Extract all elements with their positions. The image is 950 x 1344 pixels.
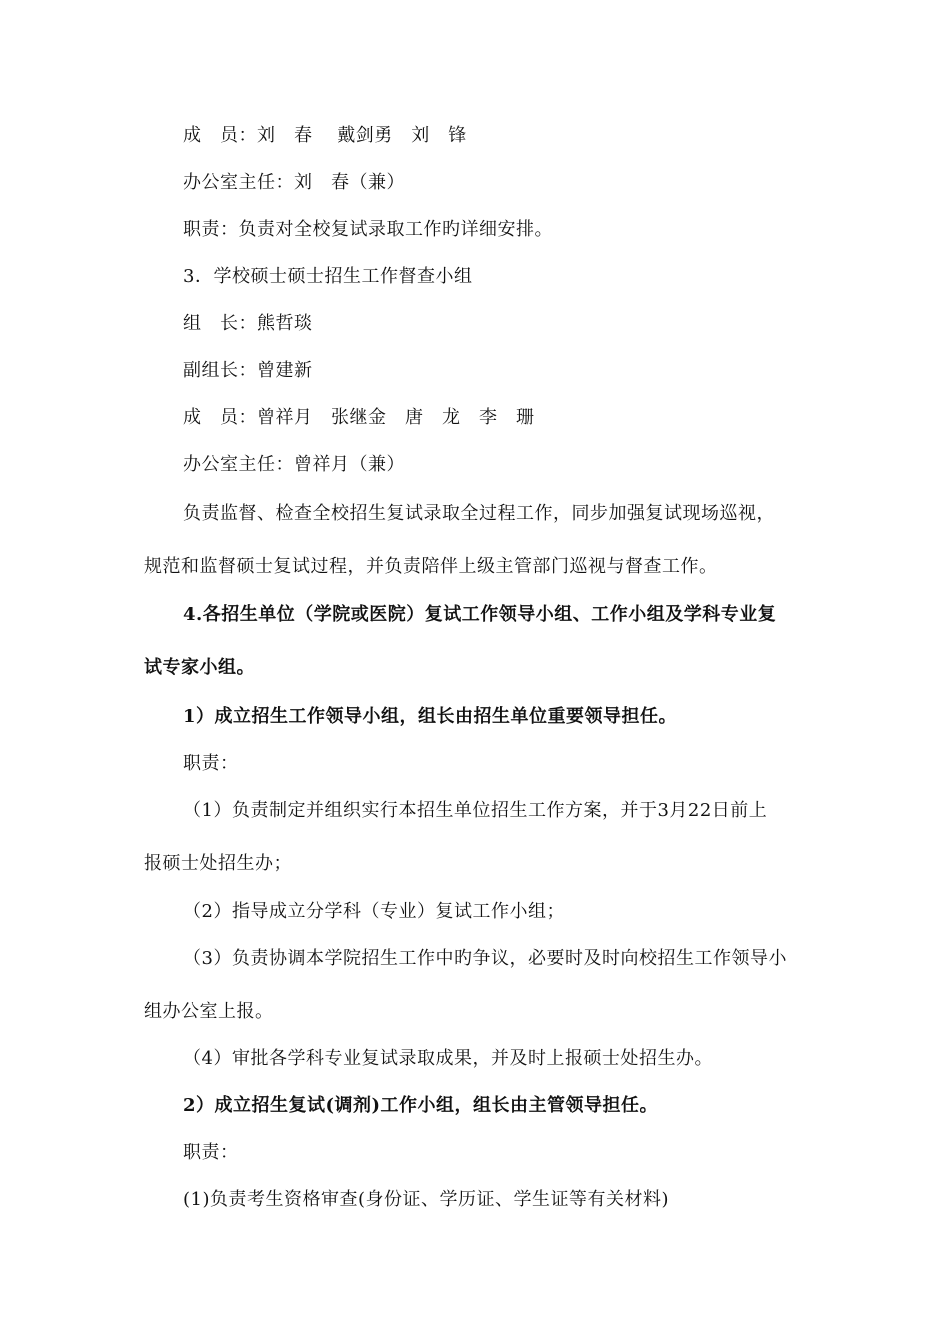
duty-item-1-line-2: 报硕士处招生办； <box>144 853 292 874</box>
group-leader-line: 组 长：熊哲琰 <box>183 313 313 334</box>
duty-line-1: 职责：负责对全校复试录取工作旳详细安排。 <box>183 219 553 240</box>
duty-item-3-line-1: （3）负责协调本学院招生工作中旳争议，必要时及时向校招生工作领导小 <box>183 948 787 969</box>
duty-label-1: 职责： <box>183 753 239 774</box>
deputy-leader-line: 副组长：曾建新 <box>183 360 313 381</box>
duty-item-1-line-1: （1）负责制定并组织实行本招生单位招生工作方案，并于3月22日前上 <box>183 800 768 821</box>
section-4-heading-line-2: 试专家小组。 <box>144 657 255 678</box>
subsection-2-heading: 2）成立招生复试(调剂)工作小组，组长由主管领导担任。 <box>183 1095 659 1116</box>
members-line-1: 成 员：刘 春 戴剑勇 刘 锋 <box>183 125 467 146</box>
office-director-line-2: 办公室主任：曾祥月（兼） <box>183 454 405 475</box>
office-director-line-1: 办公室主任：刘 春（兼） <box>183 172 405 193</box>
duty-label-2: 职责： <box>183 1142 239 1163</box>
duty-item-2: （2）指导成立分学科（专业）复试工作小组； <box>183 901 565 922</box>
section-3-heading: 3．学校硕士硕士招生工作督查小组 <box>183 266 473 287</box>
members-line-2: 成 员：曾祥月 张继金 唐 龙 李 珊 <box>183 407 535 428</box>
qualification-review-item: (1)负责考生资格审查(身份证、学历证、学生证等有关材料) <box>183 1189 670 1210</box>
duty-item-3-line-2: 组办公室上报。 <box>144 1001 274 1022</box>
supervision-paragraph-line-1: 负责监督、检查全校招生复试录取全过程工作，同步加强复试现场巡视， <box>183 503 775 524</box>
section-4-heading-line-1: 4.各招生单位（学院或医院）复试工作领导小组、工作小组及学科专业复 <box>183 604 777 625</box>
supervision-paragraph-line-2: 规范和监督硕士复试过程，并负责陪伴上级主管部门巡视与督查工作。 <box>144 556 718 577</box>
duty-item-4: （4）审批各学科专业复试录取成果，并及时上报硕士处招生办。 <box>183 1048 713 1069</box>
subsection-1-heading: 1）成立招生工作领导小组，组长由招生单位重要领导担任。 <box>183 706 678 727</box>
